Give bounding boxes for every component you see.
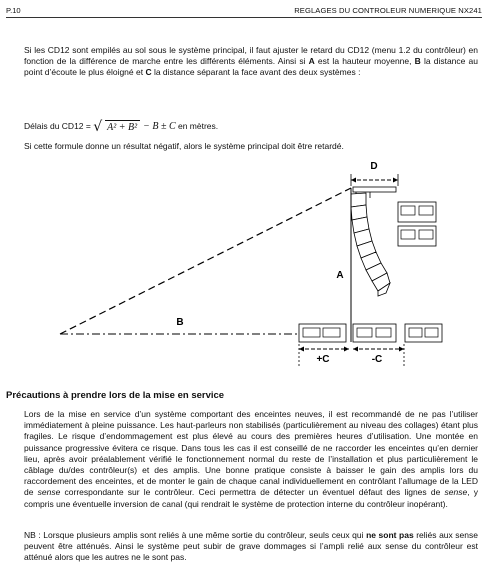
- nb-emphasis: ne sont pas: [366, 530, 414, 540]
- delay-formula: [93, 120, 175, 133]
- page-header-title: REGLAGES DU CONTROLEUR NUMERIQUE NX241: [294, 6, 482, 15]
- page-header: [6, 4, 482, 18]
- sense-term-1: sense: [37, 487, 61, 498]
- line-array-cabinets: [351, 193, 390, 296]
- label-d: D: [370, 161, 378, 172]
- intro-paragraph: [24, 45, 478, 79]
- dimension-d: [351, 161, 398, 186]
- formula-line: [24, 120, 478, 133]
- precautions-text-3: , y compris une éventuelle inversion de canal (qui rendrait le système de protection interne du contrôleur inopérant).: [24, 487, 478, 509]
- precautions-paragraph: [24, 409, 478, 510]
- var-a: A: [308, 56, 315, 67]
- label-a: A: [336, 270, 344, 281]
- hypotenuse-line: [60, 188, 351, 334]
- main-stack-front-view: [398, 202, 436, 246]
- sqrt-sign: √: [93, 118, 103, 135]
- label-b: B: [176, 317, 184, 328]
- nb-text-1: NB : Lorsque plusieurs amplis sont reliés à une même sortie du contrôleur, seuls ceux qui: [24, 530, 367, 540]
- label-minus-c: -C: [371, 354, 383, 365]
- section-title: Précautions à prendre lors de la mise en service: [6, 390, 225, 401]
- var-b: B: [414, 56, 421, 67]
- intro-text-3: la distance au point d’écoute le plus éloigné et: [24, 56, 478, 78]
- negative-result-note: Si cette formule donne un résultat négatif, alors le système principal doit être retardé.: [24, 141, 344, 151]
- formula-label: Délais du CD12 =: [24, 120, 94, 131]
- formula-radicand: A² + B²: [105, 120, 140, 133]
- formula-suffix: en mètres.: [175, 120, 219, 131]
- nb-paragraph: [24, 530, 478, 564]
- nb-text-2: reliés aux sense peuvent être atténués. Ainsi le système peut subir de grave dommages si l’ampli relié aux sense du contrôleur est atténué alors que les autres ne le sont pas.: [24, 530, 478, 563]
- dimension-a: [336, 188, 351, 342]
- precautions-text-2: correspondante sur le contrôleur. Ceci permettra de détecter un éventuel défaut des lignes de: [60, 487, 445, 498]
- precautions-text-1: Lors de la mise en service d’un système comportant des enceintes neuves, il est recommandé de ne pas l’utiliser immédiatement à pleine puissance. Les haut-parleurs non stabilisés (particulièrement au niveau des collages) étant plus fragiles. Le risque d’endommagement est plus élevé au cours des premières heures d’utilisation. Une montée en puissance progressive évitera ce risque. Dans tous les cas il est conseillé de ne raccorder les enceintes qu’en dernier lieu, après avoir préalablement vérifié le fonctionnement normal du reste de l’installation et plus particulièrement le câblage du/des contrôleur(s) et des amplis. Une bonne pratique consiste à baisser le gain des amplis lors du raccordement des enceintes, et de monter le gain de chaque canal individuellement en contrôlant l’allumage de la LED de: [24, 409, 478, 498]
- cd12-floor-subs: [299, 324, 442, 342]
- dimension-c: [299, 344, 404, 366]
- intro-text-1: Si les CD12 sont empilés au sol sous le système principal, il faut ajuster le retard du CD12 (menu 1.2 du contrôleur) en fonction de la différence de marche entre les différents éléments. Ainsi si: [24, 45, 478, 67]
- speaker-placement-diagram: [0, 150, 490, 380]
- header-rule: [6, 17, 482, 18]
- formula-tail: − B ± C: [143, 121, 176, 132]
- intro-text-4: la distance séparant la face avant des deux systèmes :: [151, 67, 361, 78]
- var-c: C: [145, 67, 152, 78]
- page-number: P.10: [6, 6, 21, 15]
- sense-term-2: sense: [444, 487, 468, 498]
- intro-text-2: est la hauteur moyenne,: [314, 56, 415, 67]
- label-plus-c: +C: [316, 354, 330, 365]
